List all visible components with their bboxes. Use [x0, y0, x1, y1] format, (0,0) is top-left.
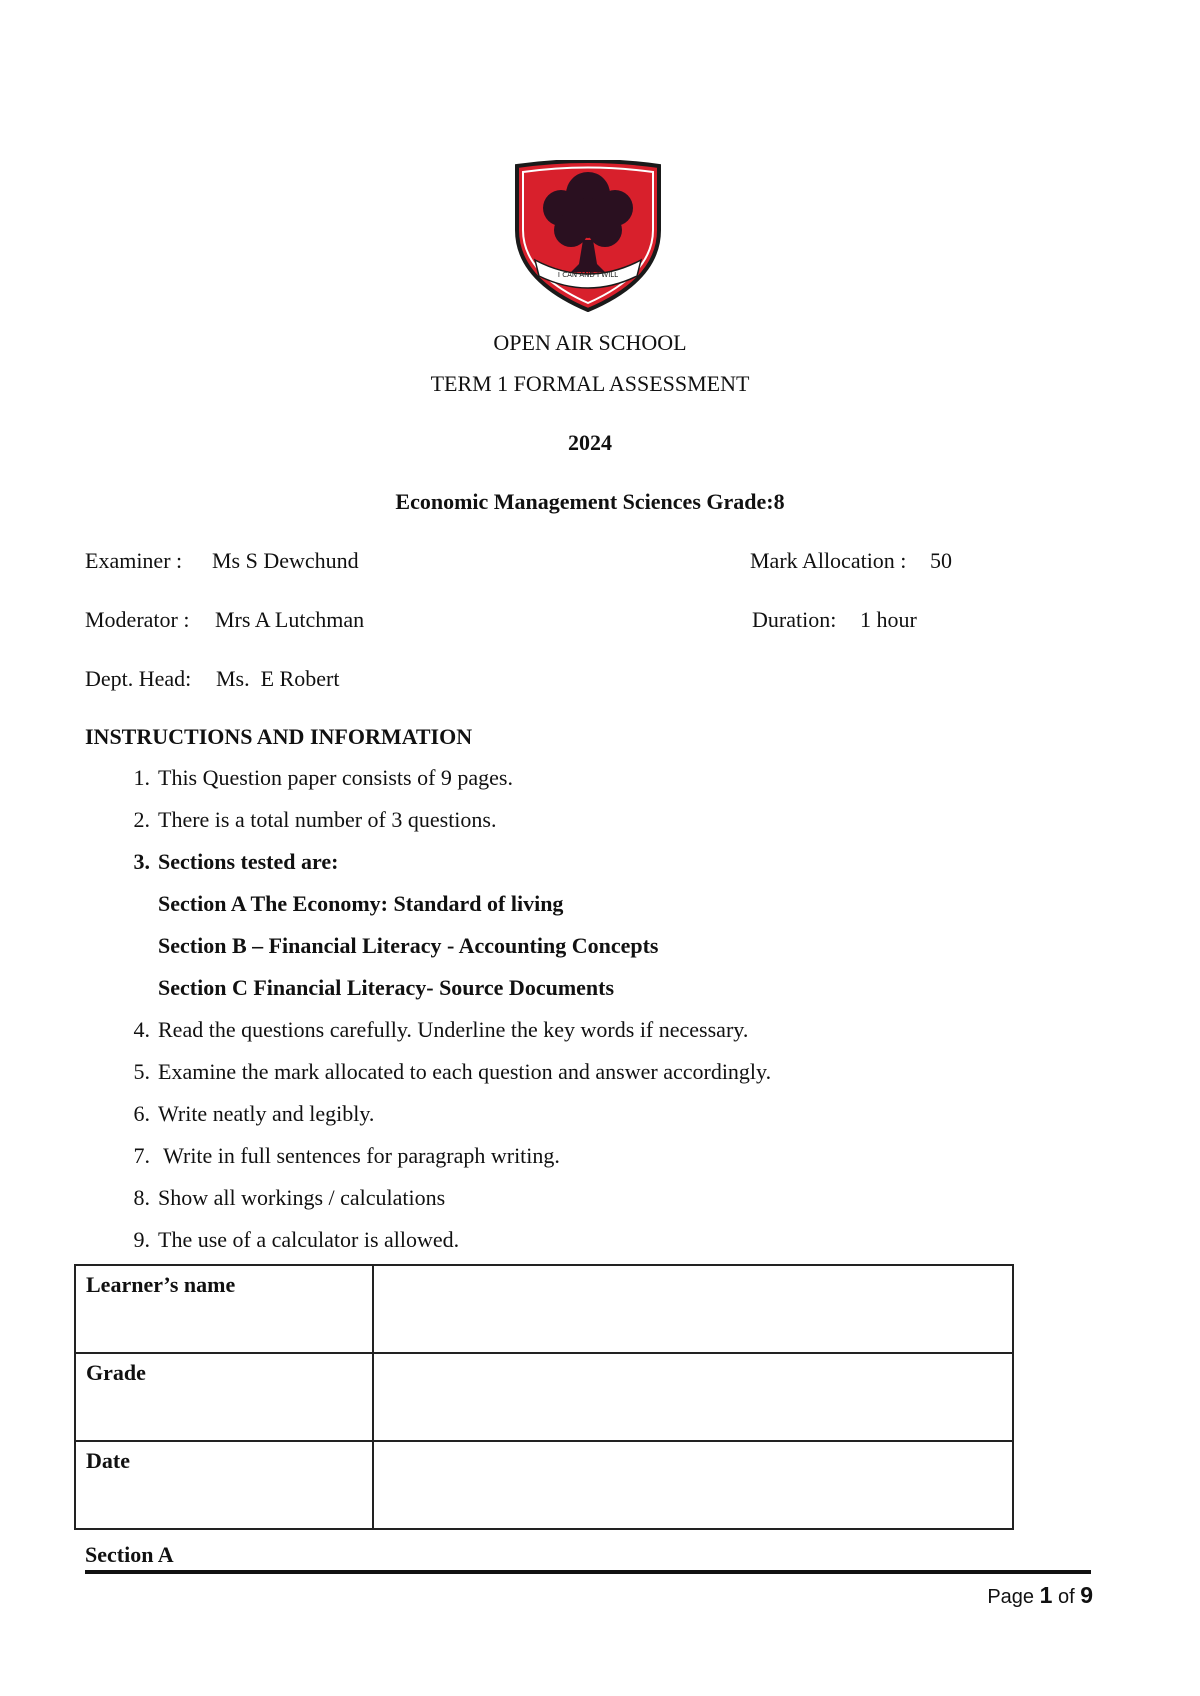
learner-name-label: Learner’s name — [75, 1265, 373, 1353]
moderator-label: Moderator : — [85, 607, 190, 632]
table-row — [75, 1441, 1013, 1529]
assessment-title: TERM 1 FORMAL ASSESSMENT — [430, 371, 750, 396]
table-row — [75, 1265, 1013, 1353]
subject-title: Economic Management Sciences Grade:8 — [395, 489, 785, 514]
duration-label: Duration: — [752, 607, 837, 632]
date-label: Date — [75, 1441, 373, 1529]
school-crest-logo — [513, 160, 663, 312]
date-field[interactable] — [373, 1441, 1013, 1529]
table-row — [75, 1353, 1013, 1441]
duration-value: 1 hour — [860, 607, 917, 632]
grade-field[interactable] — [373, 1353, 1013, 1441]
dept-head-value: Ms. E Robert — [216, 666, 340, 691]
examiner-value: Ms S Dewchund — [212, 548, 359, 573]
learner-name-field[interactable] — [373, 1265, 1013, 1353]
mark-allocation-label: Mark Allocation : — [750, 548, 907, 573]
school-name: OPEN AIR SCHOOL — [493, 330, 687, 355]
dept-head-label: Dept. Head: — [85, 666, 192, 691]
learner-details-table — [74, 1264, 1014, 1530]
section-divider — [85, 1570, 1091, 1574]
crest-motto: I CAN AND I WILL — [557, 271, 619, 279]
page-number: Page 1 of 9 — [987, 1582, 1093, 1608]
instructions-heading: INSTRUCTIONS AND INFORMATION — [85, 724, 473, 749]
grade-label: Grade — [75, 1353, 373, 1441]
examiner-label: Examiner : — [85, 548, 183, 573]
assessment-year: 2024 — [568, 430, 612, 455]
moderator-value: Mrs A Lutchman — [215, 607, 365, 632]
section-a-heading: Section A — [85, 1542, 174, 1567]
mark-allocation-value: 50 — [930, 548, 952, 573]
